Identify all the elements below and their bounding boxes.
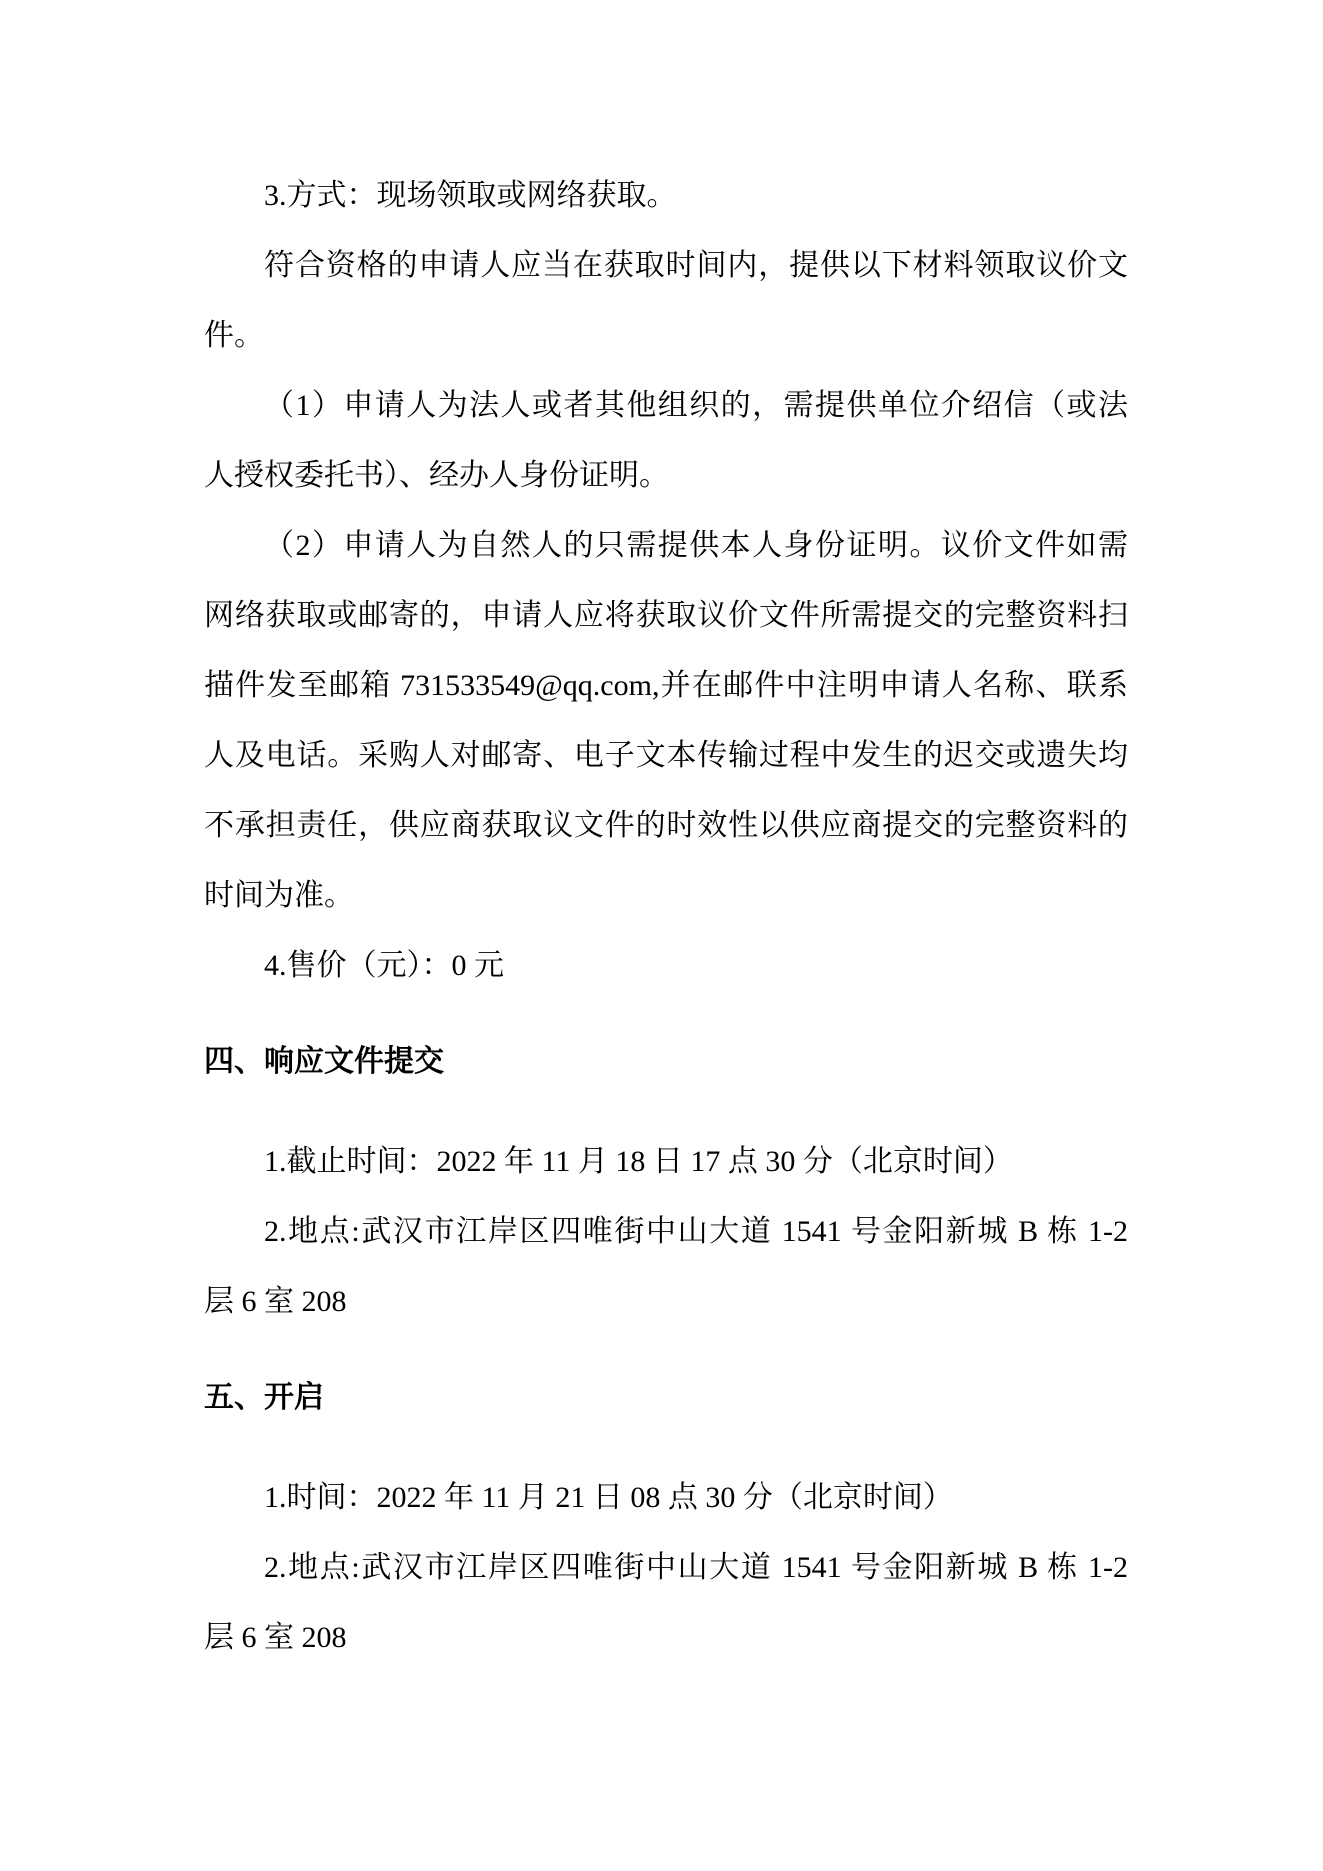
paragraph-opening-location bbox=[204, 1533, 1128, 1673]
text-line: （1）申请人为法人或者其他组织的，需提供单位介绍信（或法 bbox=[264, 389, 1128, 422]
text-line: 1.截止时间：2022 年 11 月 18 日 17 点 30 分（北京时间） bbox=[264, 1145, 1013, 1178]
paragraph-deadline bbox=[204, 1127, 1128, 1197]
text-line: 件。 bbox=[204, 319, 264, 352]
text-line: 2.地点:武汉市江岸区四唯街中山大道 1541 号金阳新城 B 栋 1-2 bbox=[264, 1215, 1128, 1248]
paragraph-item-2 bbox=[204, 511, 1128, 931]
paragraph-price bbox=[204, 931, 1128, 1001]
paragraph-eligibility bbox=[204, 231, 1128, 371]
text-line: 网络获取或邮寄的，申请人应将获取议价文件所需提交的完整资料扫 bbox=[204, 599, 1128, 632]
text-line: 人授权委托书）、经办人身份证明。 bbox=[204, 459, 669, 492]
text-line: 符合资格的申请人应当在获取时间内，提供以下材料领取议价文 bbox=[264, 249, 1128, 282]
document-body bbox=[204, 161, 1128, 1673]
text-line: 时间为准。 bbox=[204, 879, 354, 912]
paragraph-item-1 bbox=[204, 371, 1128, 511]
text-line: 层 6 室 208 bbox=[204, 1285, 347, 1318]
paragraph-location bbox=[204, 1197, 1128, 1337]
section-heading-opening: 五、开启 bbox=[204, 1381, 324, 1414]
text-line: 1.时间：2022 年 11 月 21 日 08 点 30 分（北京时间） bbox=[264, 1481, 953, 1514]
text-line: 2.地点:武汉市江岸区四唯街中山大道 1541 号金阳新城 B 栋 1-2 bbox=[264, 1551, 1128, 1584]
text-line: （2）申请人为自然人的只需提供本人身份证明。议价文件如需 bbox=[264, 529, 1128, 562]
text-line: 不承担责任，供应商获取议文件的时效性以供应商提交的完整资料的 bbox=[204, 809, 1128, 842]
text-line: 3.方式：现场领取或网络获取。 bbox=[264, 179, 677, 212]
paragraph-method bbox=[204, 161, 1128, 231]
text-line: 层 6 室 208 bbox=[204, 1621, 347, 1654]
paragraph-opening-time bbox=[204, 1463, 1128, 1533]
text-line: 4.售价（元）：0 元 bbox=[264, 949, 504, 982]
text-line: 人及电话。采购人对邮寄、电子文本传输过程中发生的迟交或遗失均 bbox=[204, 739, 1128, 772]
section-heading-response-submission: 四、响应文件提交 bbox=[204, 1045, 444, 1078]
text-line: 描件发至邮箱 731533549@qq.com,并在邮件中注明申请人名称、联系 bbox=[204, 669, 1128, 702]
